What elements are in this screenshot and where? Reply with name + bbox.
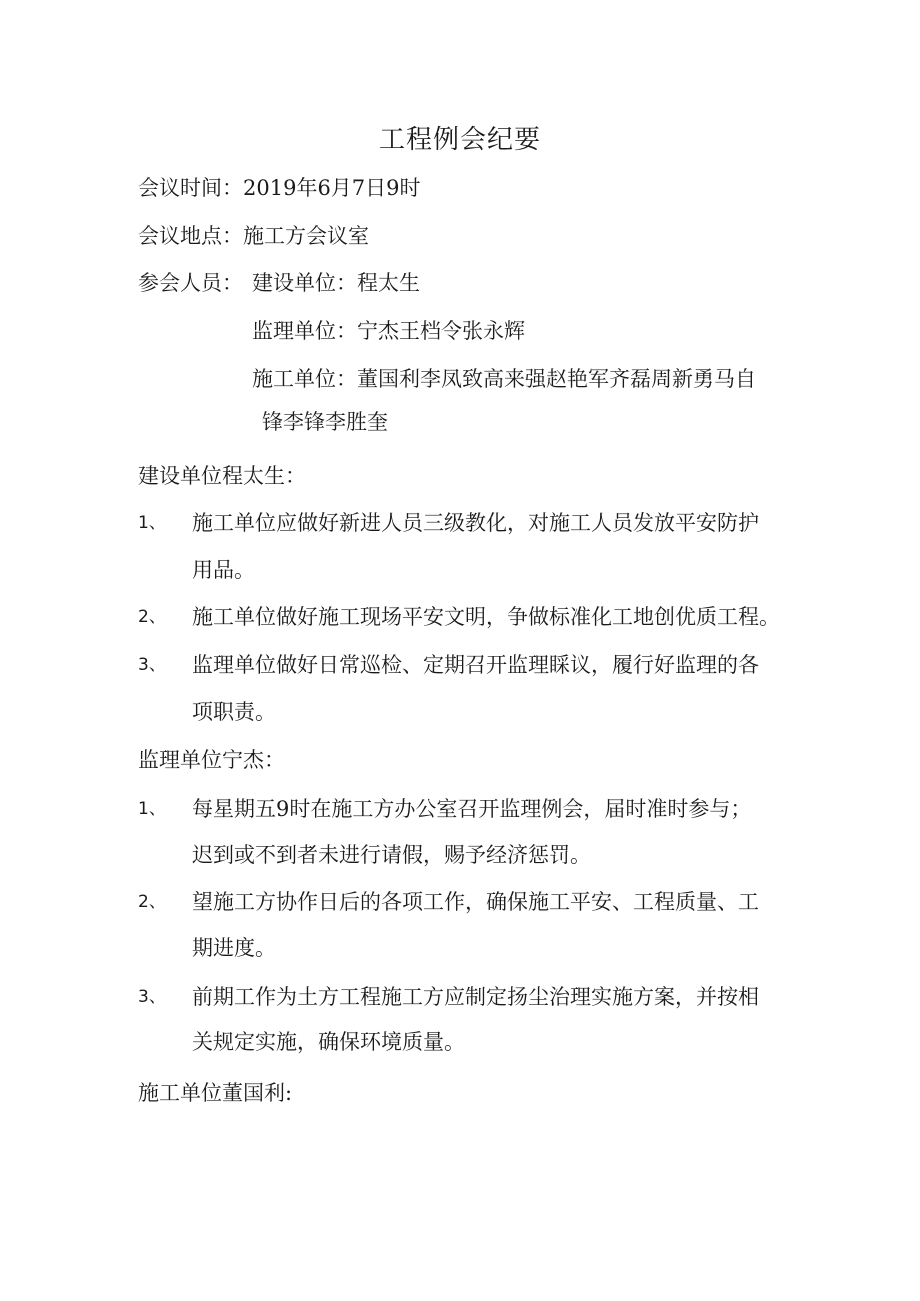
attendees-label: 参会人员：: [138, 271, 243, 295]
section-heading: 监理单位宁杰：: [138, 748, 285, 772]
list-item-text: 施工单位做好施工现场平安文明，争做标准化工地创优质工程。: [192, 605, 780, 629]
list-item-number: 2、: [138, 607, 166, 627]
meeting-time: 会议时间：2019年6月7日9时: [138, 176, 421, 200]
list-item-text: 每星期五9时在施工方办公室召开监理例会，届时准时参与；: [192, 797, 752, 821]
list-item-text: 用品。: [192, 558, 255, 582]
meeting-place: 会议地点：施工方会议室: [138, 224, 369, 248]
list-item-number: 3、: [138, 987, 166, 1007]
section-heading: 施工单位董国利:: [138, 1081, 293, 1105]
attendee-contractor-line2: 锋李锋李胜奎: [262, 410, 388, 434]
list-item-text: 关规定实施，确保环境质量。: [192, 1030, 465, 1054]
list-item-number: 3、: [138, 655, 166, 675]
list-item-number: 1、: [138, 799, 166, 819]
document-title: 工程例会纪要: [378, 125, 541, 155]
list-item-text: 望施工方协作日后的各项工作，确保施工平安、工程质量、工: [192, 890, 759, 914]
list-item-text: 期进度。: [192, 936, 276, 960]
list-item-number: 1、: [138, 513, 166, 533]
list-item-text: 前期工作为土方工程施工方应制定扬尘治理实施方案，并按相: [192, 985, 759, 1009]
attendee-contractor-line1: 施工单位：董国利李凤致高来强赵艳军齐磊周新勇马自: [252, 367, 756, 391]
list-item-text: 迟到或不到者未进行请假，赐予经济惩罚。: [192, 843, 591, 867]
list-item-text: 施工单位应做好新进人员三级教化，对施工人员发放平安防护: [192, 511, 759, 535]
list-item-number: 2、: [138, 892, 166, 912]
attendee-owner: 建设单位：程太生: [252, 271, 420, 295]
attendee-supervisor: 监理单位：宁杰王档令张永辉: [252, 319, 525, 343]
list-item-text: 监理单位做好日常巡检、定期召开监理睬议，履行好监理的各: [192, 653, 759, 677]
list-item-text: 项职责。: [192, 700, 276, 724]
section-heading: 建设单位程太生：: [138, 464, 306, 488]
